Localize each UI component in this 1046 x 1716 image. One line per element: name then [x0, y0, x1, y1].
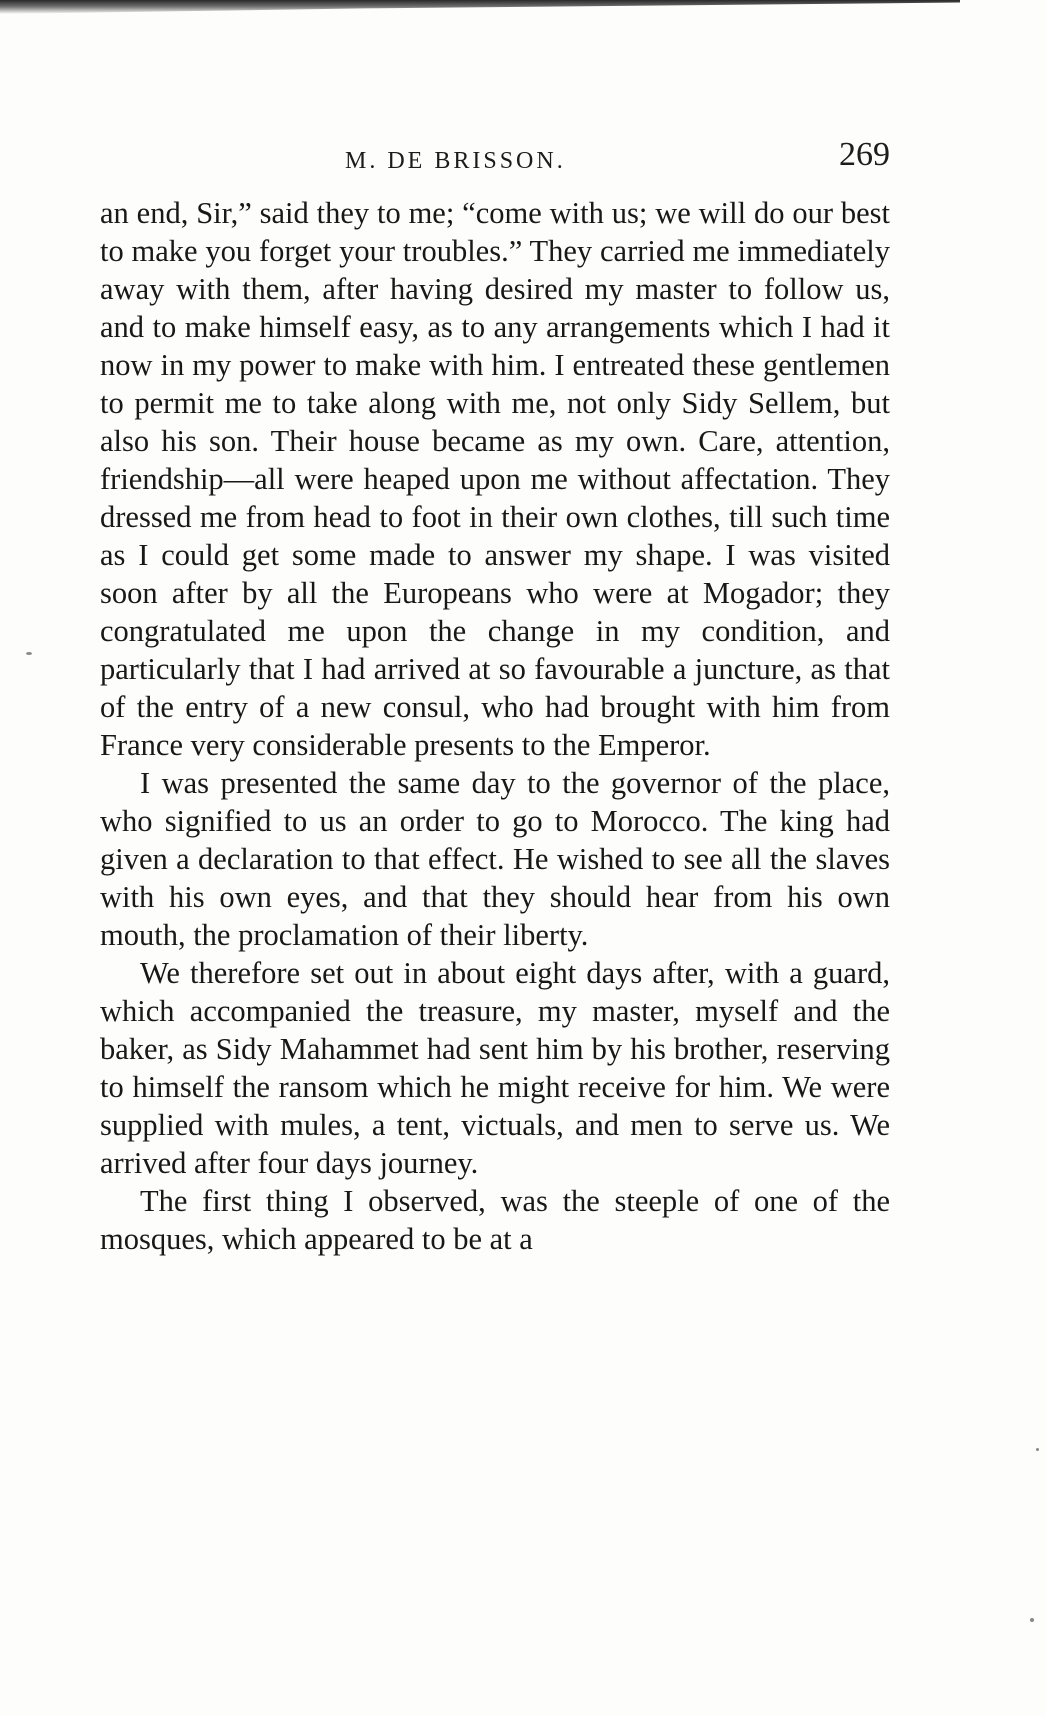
- scan-speck: [1036, 1448, 1039, 1451]
- paragraph-1: an end, Sir,” said they to me; “come with us; we will do our best to make you forget your troubles.” They carried me immediately away with them, after having desired my master to follow us, and to make himself easy, as to any arrangements which I had it now in my power to make with him. I entreated these gentlemen to permit me to take along with me, not only Sidy Sellem, but also his son. Their house became as my own. Care, attention, friendship—all were heaped upon me without affectation. They dressed me from head to foot in their own clothes, till such time as I could get some made to answer my shape. I was visited soon after by all the Europeans who were at Mogador; they congratulated me upon the change in my condition, and particularly that I had arrived at so favourable a juncture, as that of the entry of a new consul, who had brought with him from France very considerable presents to the Emperor.: [100, 196, 890, 762]
- paragraph-2: I was presented the same day to the governor of the place, who signified to us an order to go to Morocco. The king had given a declaration to that effect. He wished to see all the slaves with his own eyes, and that they should hear from his own mouth, the proclamation of their liberty.: [100, 766, 890, 952]
- scan-speck: [1030, 1618, 1034, 1622]
- running-head: M. DE BRISSON.: [345, 148, 566, 174]
- page-number: 269: [839, 136, 890, 173]
- paragraph-4: The first thing I observed, was the steeple of one of the mosques, which appeared to be at a: [100, 1184, 890, 1256]
- page-top-shadow: [0, 0, 960, 14]
- scan-speck: [26, 652, 32, 655]
- page-header: [100, 134, 890, 184]
- paragraph-3: We therefore set out in about eight days after, with a guard, which accompanied the treasure, my master, myself and the baker, as Sidy Mahammet had sent him by his brother, reserving to himself the ransom which he might receive for him. We were supplied with mules, a tent, victuals, and men to serve us. We arrived after four days journey.: [100, 956, 890, 1180]
- body-text: [100, 194, 890, 1258]
